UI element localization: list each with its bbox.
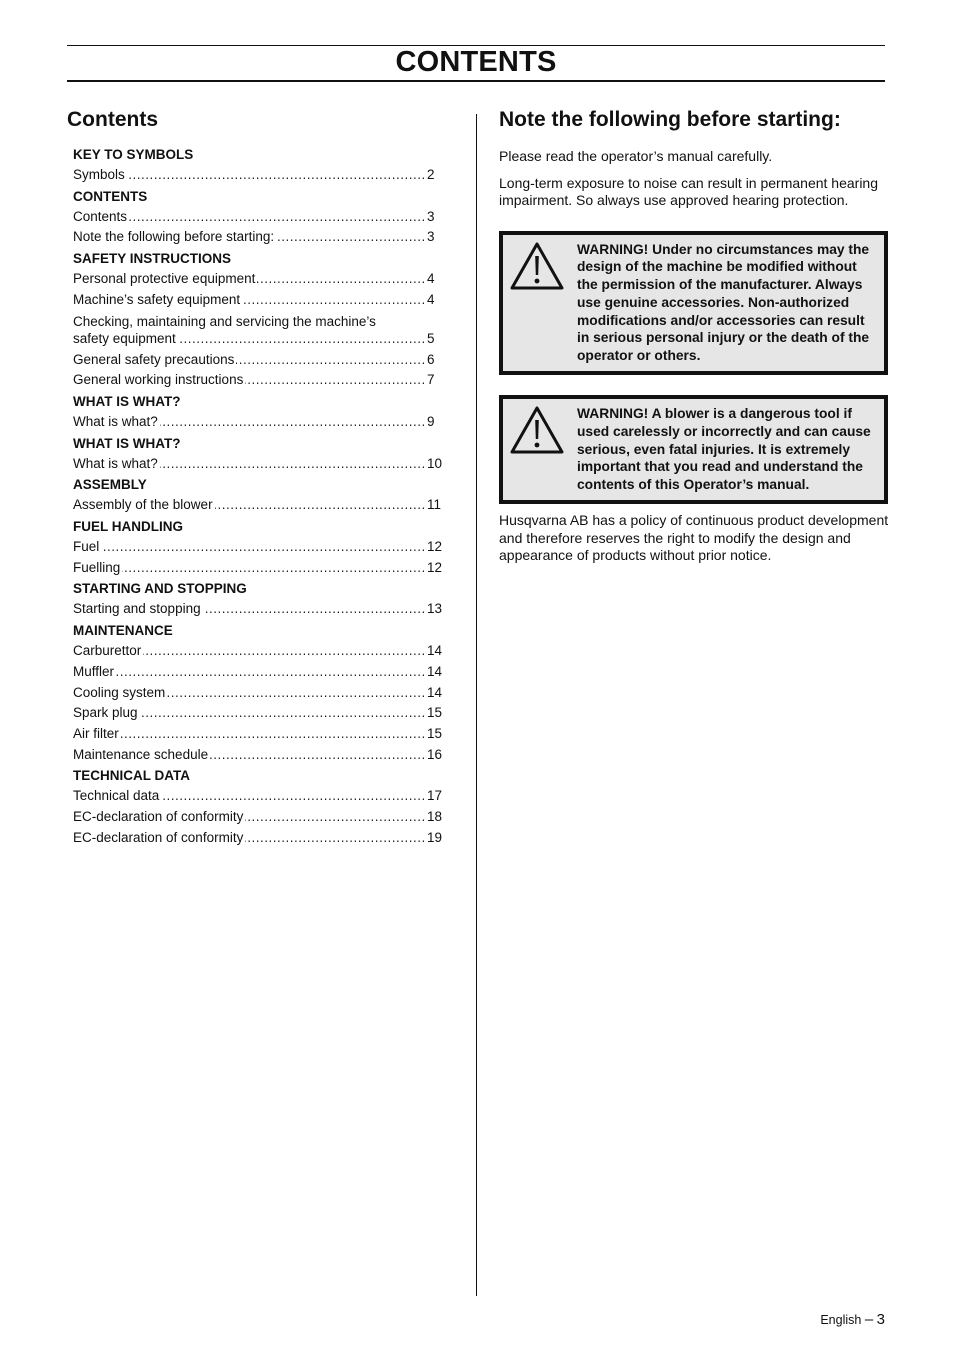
- toc-entry-label: [73, 313, 427, 347]
- toc-entry-label: [73, 495, 427, 516]
- toc-entry-text: EC-declaration of conformity: [73, 829, 244, 845]
- toc-entry-text: Note the following before starting:: [73, 229, 275, 245]
- toc-entry-text: What is what?: [73, 413, 158, 429]
- toc-entry[interactable]: [73, 350, 457, 371]
- toc-entry[interactable]: [73, 313, 457, 347]
- toc-entry-text: General safety precautions: [73, 351, 235, 367]
- footer-page-number: 3: [876, 1311, 885, 1328]
- toc-entry[interactable]: [73, 599, 457, 620]
- toc-entry-page: 14: [427, 643, 443, 659]
- toc-entry[interactable]: [73, 683, 457, 704]
- table-of-contents: [67, 144, 457, 848]
- warning-triangle-icon: [509, 405, 565, 455]
- toc-entry-page: 12: [427, 539, 443, 555]
- toc-entry[interactable]: [73, 807, 457, 828]
- toc-entry[interactable]: [73, 558, 457, 579]
- page-title: CONTENTS: [395, 46, 557, 78]
- toc-entry-text: Technical data: [73, 788, 160, 804]
- toc-section-heading: WHAT IS WHAT?: [73, 393, 181, 409]
- toc-entry-page: 13: [427, 601, 443, 617]
- toc-entry-page: 14: [427, 684, 443, 700]
- toc-entry-label: [73, 641, 427, 662]
- toc-entry-label: [73, 165, 427, 186]
- warning-text-modification: WARNING! Under no circumstances may the design of the machine be modified without the permission of the manufacturer. Always use genuine accessories. Non-authorized modifications and/or accessories can result in serious personal injury or the death of the operator or others.: [577, 241, 870, 364]
- toc-entry-page: 15: [427, 725, 443, 741]
- toc-entry[interactable]: [73, 269, 457, 290]
- toc-section-heading: ASSEMBLY: [73, 477, 147, 493]
- toc-entry-label: [73, 207, 427, 228]
- toc-entry-label: [73, 269, 427, 290]
- page-header: [67, 45, 885, 82]
- contents-title: Contents: [67, 108, 158, 131]
- toc-entry-label: [73, 683, 427, 704]
- footer-dash: –: [864, 1311, 874, 1328]
- read-manual-paragraph: Please read the operator’s manual carefully.: [499, 148, 773, 164]
- toc-section-heading: MAINTENANCE: [73, 623, 173, 639]
- toc-entry-label: [73, 558, 427, 579]
- toc-entry[interactable]: [73, 745, 457, 766]
- footer-language: English: [820, 1313, 862, 1327]
- toc-entry-text: Symbols: [73, 167, 125, 182]
- toc-entry[interactable]: [73, 786, 457, 807]
- contents-column: [67, 106, 457, 848]
- toc-section-heading: STARTING AND STOPPING: [73, 581, 247, 597]
- warning-text-dangerous-tool: WARNING! A blower is a dangerous tool if used carelessly or incorrectly and can cause serious, even fatal injuries. It is extremely important that you read and understand the contents of this Operator’s manual.: [577, 406, 871, 493]
- toc-entry[interactable]: [73, 641, 457, 662]
- toc-entry-page: 5: [427, 330, 435, 346]
- toc-entry-label-line1: Checking, maintaining and servicing the machine’s: [73, 313, 413, 330]
- toc-entry-page: 10: [427, 455, 443, 471]
- toc-entry-text: Machine’s safety equipment: [73, 291, 241, 307]
- column-divider: [476, 114, 477, 1296]
- toc-entry-page: 15: [427, 705, 443, 721]
- toc-section-heading: TECHNICAL DATA: [73, 768, 190, 784]
- toc-entry-text: Assembly of the blower: [73, 497, 213, 513]
- toc-entry[interactable]: [73, 495, 457, 516]
- warning-triangle-icon: [509, 241, 565, 291]
- toc-entry-text: EC-declaration of conformity: [73, 809, 244, 825]
- toc-entry-page: 4: [427, 271, 435, 287]
- toc-entry-label: [73, 350, 427, 371]
- toc-section-heading: CONTENTS: [73, 188, 148, 204]
- toc-entry-label: [73, 724, 427, 745]
- toc-entry[interactable]: [73, 537, 457, 558]
- toc-entry-label-line2: safety equipment: [73, 330, 176, 346]
- toc-entry-label: [73, 662, 427, 683]
- toc-entry[interactable]: [73, 290, 457, 311]
- warning-box-modification: [499, 231, 888, 376]
- toc-entry[interactable]: [73, 227, 457, 248]
- page-footer: [820, 1311, 885, 1328]
- toc-entry-page: 3: [427, 229, 435, 245]
- note-column: [499, 106, 889, 565]
- toc-entry-text: Cooling system: [73, 684, 166, 700]
- toc-entry-page: 4: [427, 291, 435, 307]
- toc-entry-page: 7: [427, 372, 435, 388]
- hearing-paragraph: Long-term exposure to noise can result in permanent hearing impairment. So always use approved hearing protection.: [499, 174, 878, 208]
- toc-entry-text: Carburettor: [73, 643, 142, 659]
- toc-entry-page: 18: [427, 809, 443, 825]
- toc-entry-page: 2: [427, 167, 435, 182]
- toc-entry[interactable]: [73, 703, 457, 724]
- toc-entry[interactable]: [73, 454, 457, 475]
- toc-entry-text: Spark plug: [73, 705, 138, 721]
- toc-entry-text: Fuel: [73, 539, 100, 555]
- toc-entry-text: General working instructions: [73, 372, 244, 388]
- toc-section-heading: FUEL HANDLING: [73, 519, 183, 535]
- toc-entry[interactable]: [73, 662, 457, 683]
- toc-entry[interactable]: [73, 207, 457, 228]
- toc-entry-text: Personal protective equipment: [73, 271, 256, 287]
- toc-entry[interactable]: [73, 724, 457, 745]
- toc-entry-page: 17: [427, 788, 443, 804]
- toc-entry-label: [73, 370, 427, 391]
- toc-entry[interactable]: [73, 370, 457, 391]
- toc-entry-label: [73, 290, 427, 311]
- toc-entry-label: [73, 828, 427, 849]
- toc-entry-label: [73, 454, 427, 475]
- toc-entry-label: [73, 745, 427, 766]
- toc-section-heading: SAFETY INSTRUCTIONS: [73, 251, 232, 267]
- toc-entry-text: Muffler: [73, 663, 115, 679]
- toc-entry-label: [73, 537, 427, 558]
- policy-paragraph: Husqvarna AB has a policy of continuous product development and therefore reserves the right to modify the design and appearance of products without prior notice.: [499, 512, 889, 564]
- toc-entry-label: [73, 227, 427, 248]
- toc-entry-label: [73, 599, 427, 620]
- toc-entry-text: Air filter: [73, 725, 119, 741]
- toc-entry-page: 3: [427, 208, 435, 224]
- toc-entry-page: 16: [427, 746, 443, 762]
- toc-entry-label: [73, 807, 427, 828]
- toc-entry-text: What is what?: [73, 455, 158, 471]
- toc-entry-page: 6: [427, 351, 435, 367]
- toc-section-heading: KEY TO SYMBOLS: [73, 147, 194, 162]
- toc-entry[interactable]: [73, 165, 457, 186]
- note-title: Note the following before starting:: [499, 108, 841, 131]
- warning-box-dangerous-tool: [499, 395, 888, 504]
- toc-entry-page: 19: [427, 829, 443, 845]
- toc-entry-text: Maintenance schedule: [73, 746, 209, 762]
- toc-entry[interactable]: [73, 412, 457, 433]
- toc-entry-label: [73, 703, 427, 724]
- toc-entry-page: 11: [427, 497, 442, 513]
- toc-entry-label: [73, 412, 427, 433]
- toc-entry-page: 14: [427, 663, 443, 679]
- toc-entry-page: 12: [427, 559, 443, 575]
- toc-section-heading: WHAT IS WHAT?: [73, 435, 181, 451]
- toc-entry-page: 9: [427, 413, 435, 429]
- toc-entry-text: Fuelling: [73, 559, 121, 575]
- toc-entry-text: Contents: [73, 208, 128, 224]
- toc-entry-label: [73, 786, 427, 807]
- toc-entry-text: Starting and stopping: [73, 601, 201, 617]
- toc-entry[interactable]: [73, 828, 457, 849]
